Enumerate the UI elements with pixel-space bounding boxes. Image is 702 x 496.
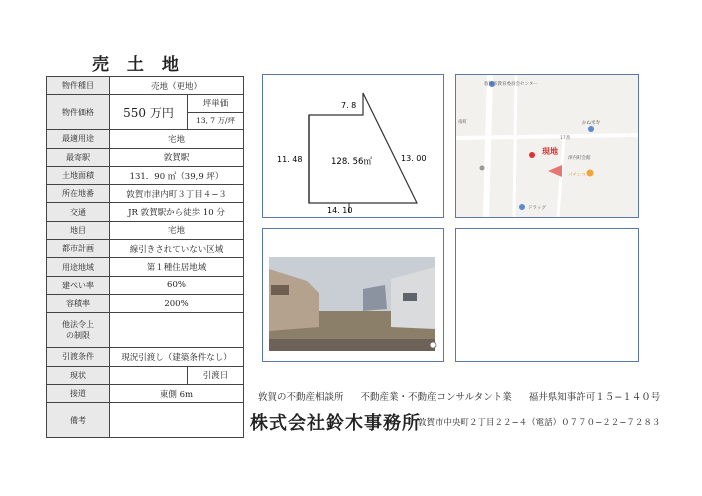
spec-label: 接道 (47, 384, 110, 402)
top-dimension: 7. 8 (341, 101, 357, 110)
company-name: 株式会社鈴木事務所 (250, 413, 421, 434)
delivery-date-label: 引渡日 (202, 371, 229, 382)
spec-label: 地目 (47, 221, 110, 239)
unit-price-label: 坪単価 (188, 96, 243, 113)
table-row (47, 384, 244, 402)
map-label-school: かね米寿 (582, 121, 600, 126)
table-row (47, 221, 244, 239)
other-label-line-1: 他法令上 (62, 320, 94, 330)
business-type: 不動産業・不動産コンサルタント業 (360, 392, 512, 403)
spec-label: 容積率 (47, 294, 110, 312)
spec-value: 宅地 (110, 130, 244, 148)
unit-price-cell (187, 95, 243, 130)
back-building (363, 285, 387, 311)
spec-value (110, 313, 244, 348)
table-row (47, 148, 244, 166)
table-row (47, 95, 244, 130)
plot-diagram (262, 74, 444, 218)
map-label-site: 現地 (542, 147, 558, 156)
plot-area: 128. 56㎡ (331, 157, 372, 167)
spec-label: 建ぺい率 (47, 276, 110, 294)
company-address: 敦賀市中央町２丁目２２−４（電話）０７７０−２２−７２８３ (418, 418, 661, 428)
left-dimension: 11. 48 (277, 155, 303, 164)
table-row (47, 77, 244, 95)
page-title: 売 土 地 (92, 55, 185, 75)
status-value (110, 366, 188, 384)
spec-label: 所在地番 (47, 185, 110, 203)
foreground-curb (269, 339, 435, 351)
poi-icon (480, 166, 485, 171)
price-value: 550 万円 (110, 95, 188, 130)
road (514, 75, 516, 217)
window (403, 293, 417, 301)
company-tag: 敦賀の不動産相談所 (258, 392, 344, 403)
compass-icon (430, 342, 436, 348)
photo-image (263, 229, 443, 361)
spec-value: 東側 6m (110, 384, 244, 402)
table-row (47, 403, 244, 438)
pin-icon (588, 126, 594, 132)
site-marker-icon (529, 152, 535, 158)
spec-value: 60% (110, 276, 244, 294)
table-row (47, 166, 244, 184)
spec-label: 物件価格 (47, 95, 110, 130)
spec-value: 敦賀駅 (110, 148, 244, 166)
spec-value: JR 敦賀駅から徒歩 10 分 (110, 203, 244, 221)
property-spec-table (46, 76, 244, 438)
spec-label: 備考 (47, 403, 110, 438)
unit-price-value: 13, 7 万/坪 (195, 115, 235, 125)
map-label-street: 17番 (560, 136, 571, 141)
spec-label: 交通 (47, 203, 110, 221)
location-map (455, 74, 639, 218)
store-pin-icon (587, 170, 594, 177)
delivery-date-cell (187, 366, 243, 384)
map-label-facility: 敦賀市教育委員会センター (484, 82, 538, 87)
table-row (47, 313, 244, 348)
other-label-line-2: の制限 (66, 331, 90, 341)
spec-value: 宅地 (110, 221, 244, 239)
table-row (47, 240, 244, 258)
spec-label: 都市計画 (47, 240, 110, 258)
spec-label: 現状 (47, 366, 110, 384)
road (486, 75, 490, 217)
table-row (47, 203, 244, 221)
map-label-store: パチンコ (568, 173, 586, 178)
spec-label: 用途地域 (47, 258, 110, 276)
map-label-left: 南町 (458, 120, 467, 125)
spec-label (47, 313, 110, 348)
table-row (47, 366, 244, 384)
map-label-drug: ドラッグ (528, 206, 546, 211)
table-row (47, 185, 244, 203)
table-row (47, 294, 244, 312)
table-row (47, 130, 244, 148)
drug-pin-icon (519, 204, 525, 210)
spec-value (110, 403, 244, 438)
spec-value: 敦賀市津内町３丁目４−３ (110, 185, 244, 203)
spec-label: 最寄駅 (47, 148, 110, 166)
spec-value: 131．90 ㎡（39,9 坪） (110, 166, 244, 184)
window (271, 285, 289, 295)
plot-shape (263, 75, 443, 217)
spec-value: 現況引渡し（建築条件なし） (110, 348, 244, 366)
spec-label: 引渡条件 (47, 348, 110, 366)
lot-outline (309, 93, 417, 203)
map-background (456, 75, 638, 217)
license-number: 福井県知事許可１５−１４０号 (528, 392, 661, 403)
spec-value: 第１種住居地域 (110, 258, 244, 276)
right-dimension: 13. 00 (401, 154, 427, 163)
table-row (47, 276, 244, 294)
map-label-sub: 津内町会館 (568, 156, 591, 161)
spec-label: 最適用途 (47, 130, 110, 148)
bottom-dimension: 14. 10 (327, 206, 353, 215)
spec-value: 線引きされていない区域 (110, 240, 244, 258)
spec-label: 物件種目 (47, 77, 110, 95)
site-photo (262, 228, 444, 362)
company-tagline-row (258, 389, 674, 403)
spec-value: 売地（更地） (110, 77, 244, 95)
spec-value: 200% (110, 294, 244, 312)
map-canvas (456, 75, 638, 217)
table-row (47, 348, 244, 366)
spec-label: 土地面積 (47, 166, 110, 184)
empty-panel (455, 228, 639, 362)
table-row (47, 258, 244, 276)
